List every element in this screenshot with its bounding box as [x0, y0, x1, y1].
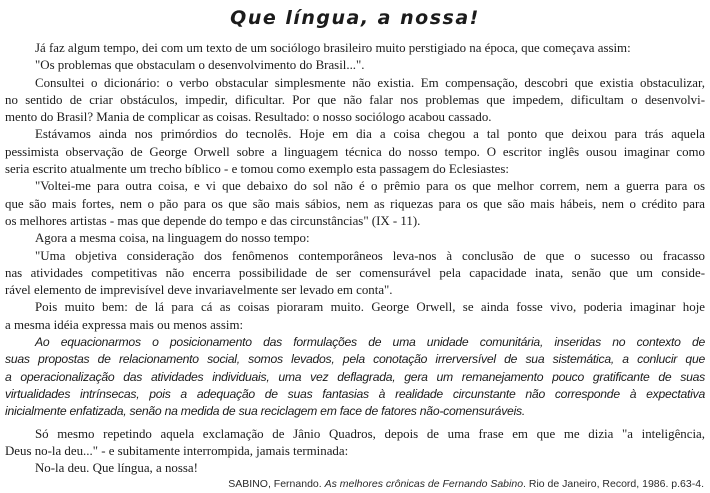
paragraph — [5, 230, 705, 247]
text-line: que são mais fortes, nem o pão para os que são mais sábios, nem as riquezas para os que são mais hábeis, nem o crédito para — [5, 196, 705, 211]
text-line: Já faz algum tempo, dei com um texto de um sociólogo brasileiro muito perstigiado na época, que começava assim: — [35, 41, 631, 55]
text-line: Pois muito bem: de lá para cá as coisas pioraram muito. George Orwell, se ainda fosse vivo, poderia imaginar hoje — [35, 300, 705, 315]
article-body — [0, 36, 710, 477]
text-line: nas atividades competitivas não encerra possibilidade de ser comensurável pela capacidade inata, senão que um conside- — [5, 265, 705, 280]
text-line: Deus no-la deu..." - e subitamente interrompida, jamais terminada: — [5, 443, 349, 458]
text-line: No-la deu. Que língua, a nossa! — [35, 461, 198, 476]
paragraph — [5, 40, 705, 57]
citation-book-title: As melhores crônicas de Fernando Sabino — [324, 478, 524, 491]
text-line: no sentido de criar obstáculos, impedir, dificultar. Por que não falar nos problemas que impedem, dificultam o desenvolvi- — [5, 92, 705, 107]
text-line: Estávamos ainda nos primórdios do tecnolês. Hoje em dia a coisa chegou a tal ponto que deixou para trás aquela — [35, 127, 705, 142]
citation-author: SABINO, Fernando. — [228, 478, 325, 491]
text-line: a operacionalização das atividades individuais, uma vez deflagrada, gera um remanejamento pouco gratificante de suas — [5, 369, 705, 384]
paragraph-italic — [5, 334, 705, 420]
text-line: suas propostas de relacionamento social, somos levados, pela conotação irrerversível de sua sistemática, a conlucir que — [5, 352, 705, 367]
text-line: mento do Brasil? Mania de complicar as coisas. Resultado: o nosso sociólogo acabou cassado. — [5, 110, 492, 125]
paragraph — [5, 426, 705, 461]
text-line: a mesma idéia expressa mais ou menos assim: — [5, 317, 244, 332]
document-title: Que língua, a nossa! — [230, 7, 480, 29]
text-line: "Uma objetiva consideração dos fenômenos contemporâneos leva-nos à conclusão de que o sucesso ou fracasso — [35, 248, 705, 263]
text-line: inicialmente enfatizada, senão na medida de sua reciclagem em face de fatores não-comensuráveis. — [5, 404, 526, 419]
text-line: virtualidades intrínsecas, pois a adequação de suas fantasias à realidade circunstante não corresponde à expectativa — [5, 386, 705, 401]
text-line: seria escrito atualmente um trecho bíblico - e tomou como exemplo esta passagem do Eclesiastes: — [5, 162, 510, 177]
citation — [0, 477, 710, 490]
text-line: os melhores artistas - mas que depende do tempo e das circunstâncias" (IX - 11). — [5, 213, 421, 228]
text-line: Consultei o dicionário: o verbo obstacular simplesmente não existia. Em compensação, descobri que existia obstaculizar, — [35, 75, 705, 90]
text-line: "Voltei-me para outra coisa, e vi que debaixo do sol não é o prêmio para os que melhor correm, nem a guerra para os — [35, 179, 705, 194]
text-line: Ao equacionarmos o posicionamento das formulações de uma unidade comunitária, inseridas no contexto de — [35, 335, 705, 350]
paragraph — [5, 248, 705, 300]
paragraph — [5, 57, 705, 74]
paragraph — [5, 126, 705, 178]
paragraph — [5, 178, 705, 230]
text-line: Só mesmo repetindo aquela exclamação de Jânio Quadros, depois de uma frase em que me dizia "a inteligência, — [35, 426, 705, 441]
text-line: rável elemento de imprevisível deve invariavelmente ser levado em conta". — [5, 283, 393, 298]
citation-rest: . Rio de Janeiro, Record, 1986. p.63-4. — [523, 478, 704, 491]
paragraph — [5, 460, 705, 477]
text-line: Agora a mesma coisa, na linguagem do nosso tempo: — [35, 231, 310, 246]
paragraph — [5, 75, 705, 127]
text-line: pessimista observação de George Orwell sobre a linguagem técnica do nosso tempo. O escritor inglês ousou imaginar como — [5, 144, 705, 159]
text-line: "Os problemas que obstaculam o desenvolvimento do Brasil...". — [35, 58, 365, 73]
paragraph — [5, 299, 705, 334]
